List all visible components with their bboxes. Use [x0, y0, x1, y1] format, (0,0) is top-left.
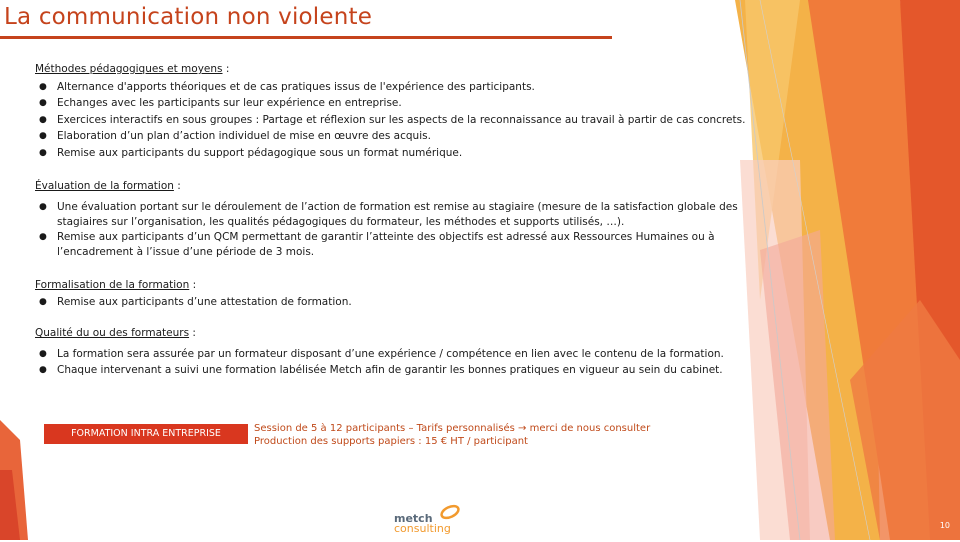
- list-item: ● Remise aux participants d’un QCM permettant de garantir l’atteinte des objectifs est adressé aux Ressources Humaines ou à l’encadrement à l’issue d’une période de 3 mois.: [39, 230, 715, 258]
- bullet-icon: ●: [39, 81, 47, 92]
- session-info: [254, 422, 650, 448]
- list-item: ● Elaboration d’un plan d’action individuel de mise en œuvre des acquis.: [35, 128, 745, 145]
- bullet-icon: ●: [39, 296, 47, 307]
- logo-word-consulting: consulting: [394, 522, 451, 535]
- bullet-icon: ●: [39, 147, 47, 158]
- section-evaluation: Évaluation de la formation : ● Une évaluation portant sur le déroulement de l’action de formation est remise au stagiaire (mesure de la satisfaction globale des stagiaires sur l’organisation, les qualités pédagogiques du formateur, les méthodes et supports utilisés, …). ● Remise aux participants d’un QCM permettant de garantir l’atteinte des objectifs est adressé aux Ressources Humaines ou à l’encadrement à l’issue d’une période de 3 mois.: [35, 178, 765, 260]
- list-item: ● Remise aux participants du support pédagogique sous un format numérique.: [35, 145, 745, 162]
- bullet-icon: ●: [39, 98, 47, 108]
- list-item: ● Alternance d'apports théoriques et de cas pratiques issus de l'expérience des participants.: [35, 79, 745, 96]
- session-line: Session de 5 à 12 participants – Tarifs personnalisés → merci de nous consulter: [254, 423, 651, 434]
- bullet-icon: ●: [39, 114, 47, 125]
- pricing-line: Production des supports papiers : 15 € HT / participant: [254, 436, 528, 447]
- title-underline: [0, 36, 612, 39]
- bullet-icon: ●: [39, 201, 47, 212]
- bullet-icon: ●: [39, 231, 47, 242]
- section-heading: Formalisation de la formation: [35, 279, 190, 291]
- page-number: 10: [939, 521, 950, 530]
- logo-word-metch: metch: [394, 512, 433, 525]
- page-title: La communication non violente: [4, 4, 373, 30]
- section-heading: Évaluation de la formation: [35, 180, 174, 192]
- section-qualite: Qualité du ou des formateurs : ● La formation sera assurée par un formateur disposant d’une expérience / compétence en lien avec le contenu de la formation. ● Chaque intervenant a suivi une formation labélisée Metch afin de garantir les bonnes pratiques en vigueur au sein du cabinet.: [35, 325, 724, 379]
- formation-intra-button[interactable]: FORMATION INTRA ENTREPRISE: [44, 424, 248, 444]
- list-item: ● Chaque intervenant a suivi une formation labélisée Metch afin de garantir les bonnes pratiques en vigueur au sein du cabinet.: [35, 362, 724, 379]
- section-heading: Méthodes pédagogiques et moyens: [35, 63, 223, 75]
- section-heading: Qualité du ou des formateurs: [35, 327, 190, 339]
- bullet-icon: ●: [39, 365, 47, 375]
- company-logo: [392, 504, 462, 538]
- section-methodes: Méthodes pédagogiques et moyens : ● Alternance d'apports théoriques et de cas pratiques issus de l'expérience des participants. ● Echanges avec les participants sur leur expérience en entreprise. ● Exercices interactifs en sous groupes : Partage et réflexion sur les aspects de la reconnaissance au travail à partir de cas concrets. ● Elaboration d’un plan d’action individuel de mise en œuvre des acquis. ● Remise aux participants du support pédagogique sous un format numérique.: [35, 61, 745, 161]
- list-item: ● La formation sera assurée par un formateur disposant d’une expérience / compétence en lien avec le contenu de la formation.: [35, 346, 724, 363]
- list-item: ● Exercices interactifs en sous groupes : Partage et réflexion sur les aspects de la reconnaissance au travail à partir de cas concrets.: [35, 112, 745, 129]
- list-item: ● Une évaluation portant sur le déroulement de l’action de formation est remise au stagiaire (mesure de la satisfaction globale des stagiaires sur l’organisation, les qualités pédagogiques du formateur, les méthodes et supports utilisés, …).: [39, 200, 738, 228]
- bullet-icon: ●: [39, 131, 47, 141]
- section-formalisation: Formalisation de la formation : ● Remise aux participants d’une attestation de formation.: [35, 277, 352, 310]
- list-item: ● Echanges avec les participants sur leur expérience en entreprise.: [35, 95, 745, 112]
- bullet-icon: ●: [39, 348, 47, 359]
- list-item: ● Remise aux participants d’une attestation de formation.: [35, 294, 352, 311]
